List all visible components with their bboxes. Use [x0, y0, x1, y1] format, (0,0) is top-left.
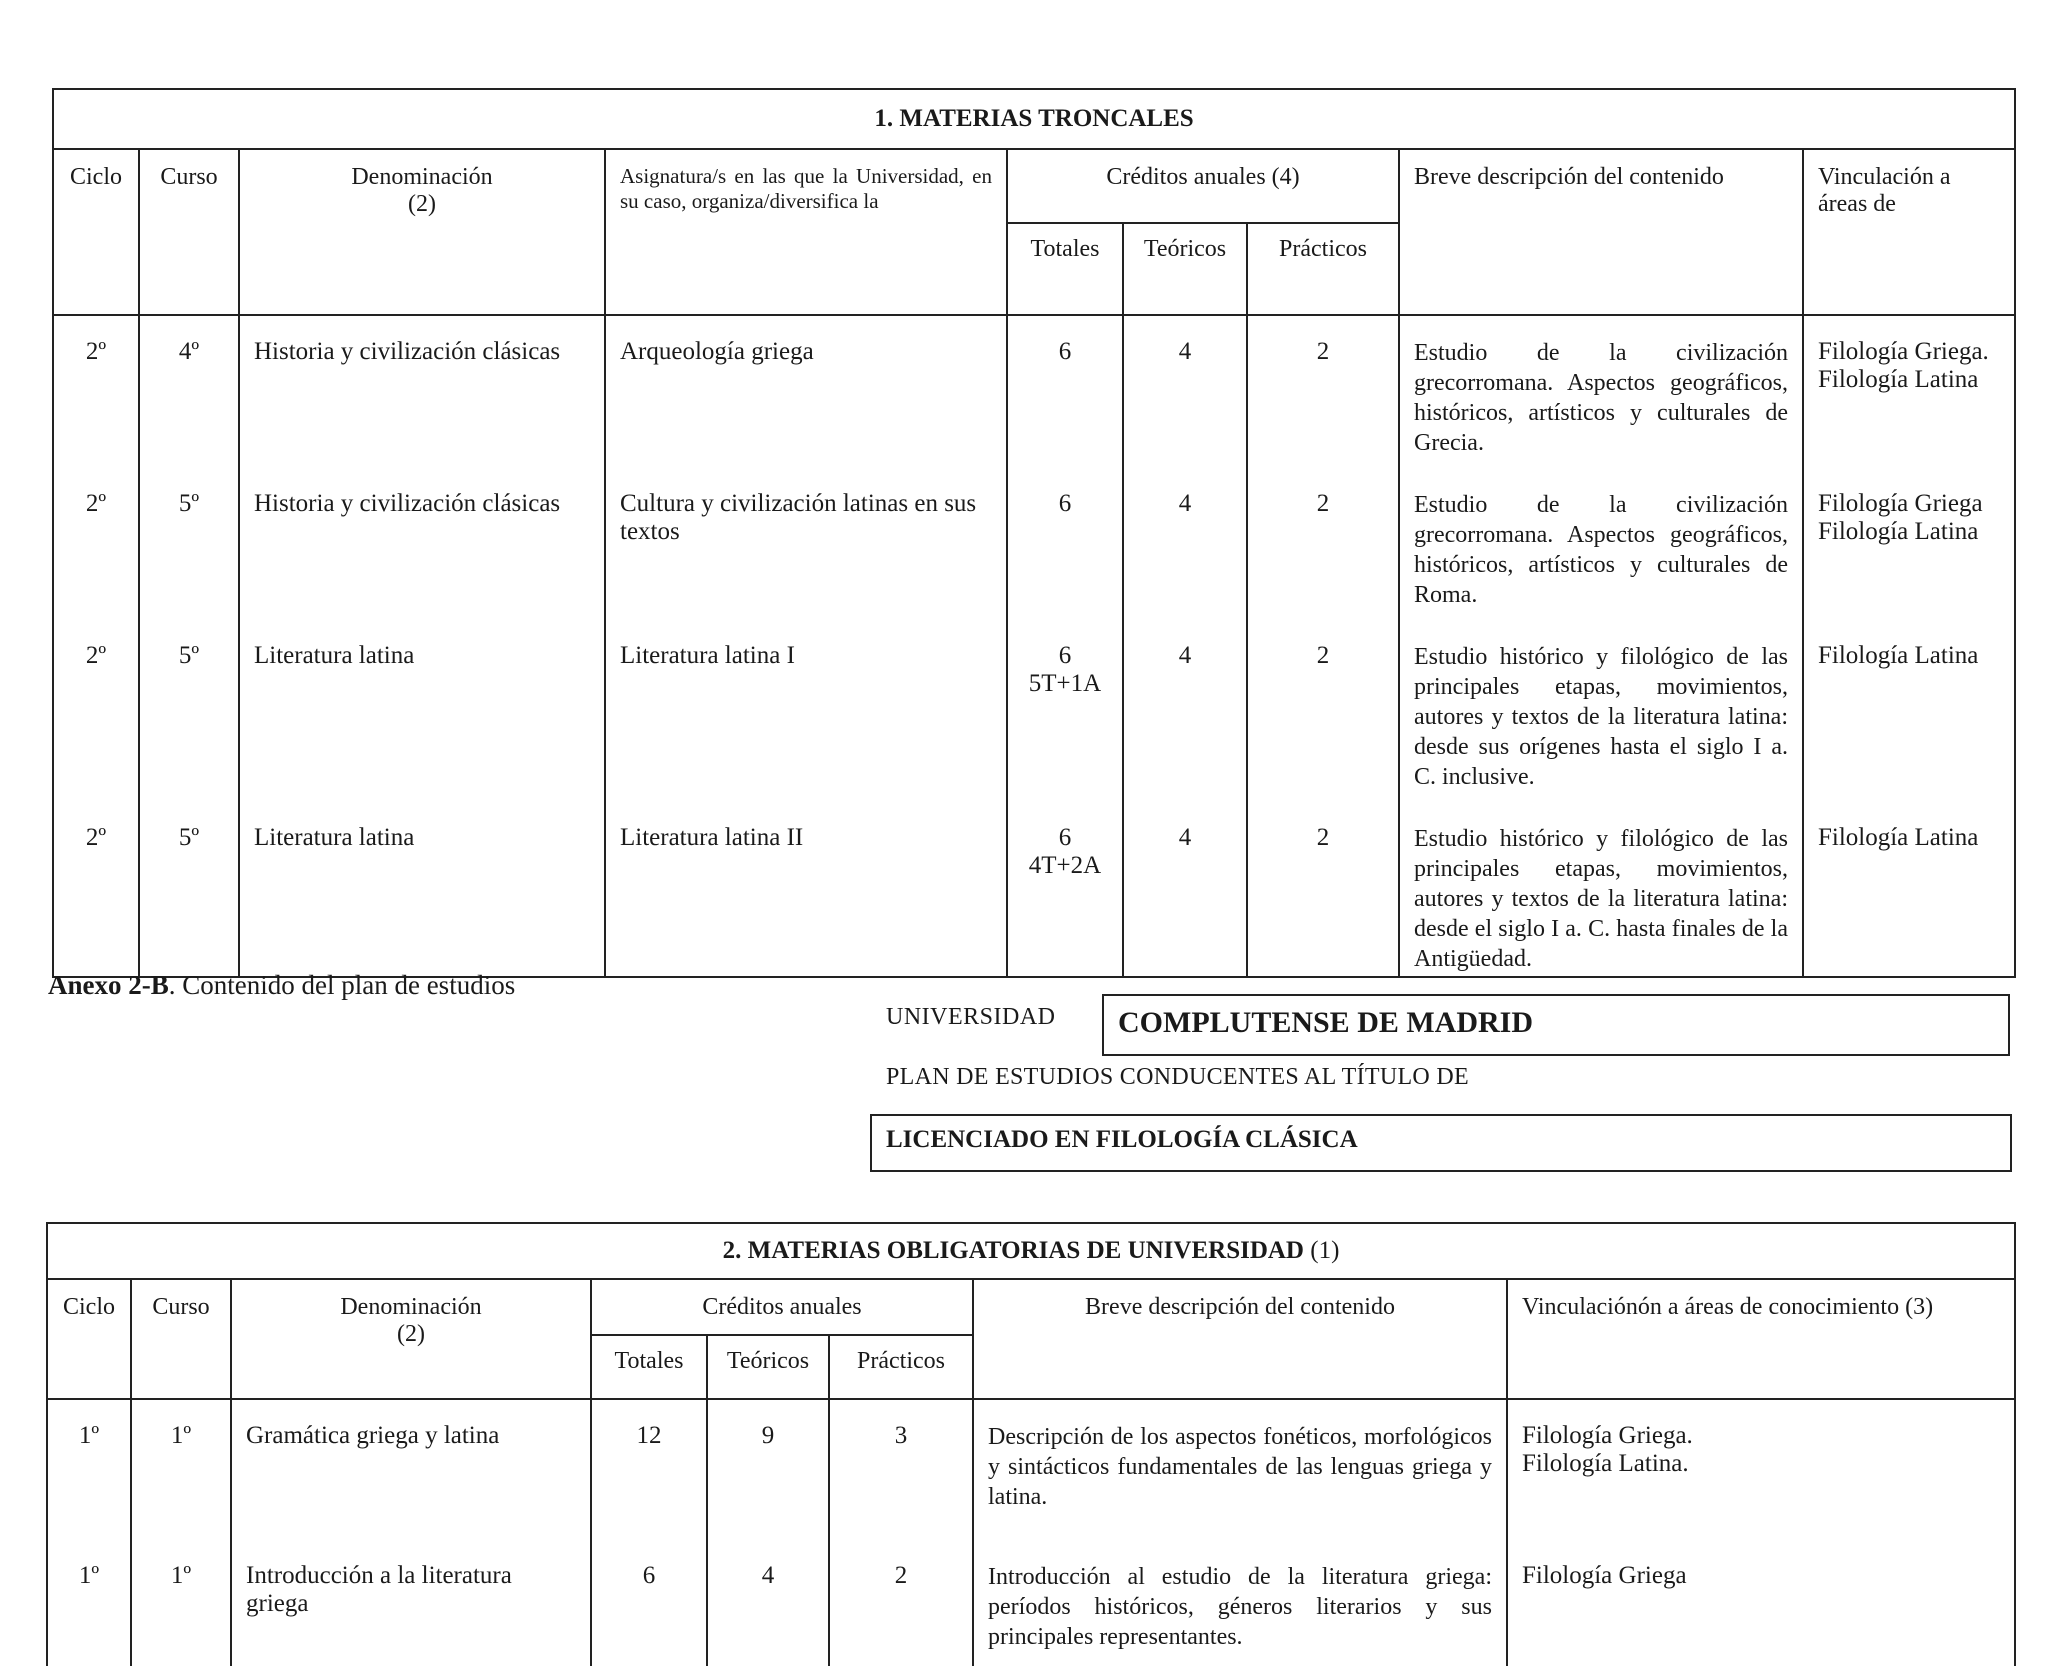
table-row — [53, 468, 2015, 620]
header-denominacion-note: (2) — [408, 191, 436, 217]
header-curso: Curso — [139, 149, 239, 315]
header-denominacion-note: (2) — [397, 1321, 425, 1347]
table-row — [47, 1540, 2015, 1666]
annex-rest: . Contenido del plan de estudios — [168, 970, 516, 1000]
cell-practicos: 2 — [1247, 802, 1399, 977]
cell-denominacion: Gramática griega y latina — [231, 1399, 591, 1540]
header-descripcion: Breve descripción del contenido — [973, 1279, 1507, 1399]
vinculacion-line: Filología Latina. — [1522, 1450, 1689, 1477]
cell-teoricos: 4 — [1123, 802, 1247, 977]
table-row — [53, 315, 2015, 468]
cell-teoricos: 9 — [707, 1399, 829, 1540]
header-practicos: Prácticos — [829, 1335, 973, 1399]
cell-ciclo: 1º — [47, 1540, 131, 1666]
cell-teoricos: 4 — [707, 1540, 829, 1666]
cell-ciclo: 2º — [53, 802, 139, 977]
cell-curso: 1º — [131, 1540, 231, 1666]
cell-vinculacion — [1507, 1399, 2015, 1540]
vinculacion-line: Filología Griega. — [1522, 1422, 1693, 1449]
vinculacion-line: Filología Latina — [1818, 642, 1979, 669]
cell-curso: 5º — [139, 802, 239, 977]
cell-denominacion: Historia y civilización clásicas — [239, 468, 605, 620]
cell-vinculacion — [1803, 468, 2015, 620]
totales-value: 6 — [1058, 338, 1072, 365]
cell-practicos: 2 — [1247, 315, 1399, 468]
header-creditos: Créditos anuales — [591, 1279, 973, 1335]
cell-denominacion: Literatura latina — [239, 802, 605, 977]
annex-bold: Anexo 2-B — [48, 970, 169, 1000]
cell-curso: 4º — [139, 315, 239, 468]
cell-curso: 5º — [139, 468, 239, 620]
cell-asignatura: Literatura latina II — [605, 802, 1007, 977]
cell-vinculacion — [1803, 620, 2015, 802]
annex-heading — [48, 970, 515, 1001]
cell-teoricos: 4 — [1123, 315, 1247, 468]
plan-label: PLAN DE ESTUDIOS CONDUCENTES AL TÍTULO DE — [886, 1064, 1469, 1090]
troncales-title: 1. MATERIAS TRONCALES — [53, 89, 2015, 149]
header-ciclo: Ciclo — [53, 149, 139, 315]
obligatorias-title-note: (1) — [1310, 1237, 1340, 1264]
cell-practicos: 2 — [829, 1540, 973, 1666]
titulo-name: LICENCIADO EN FILOLOGÍA CLÁSICA — [886, 1126, 1358, 1153]
cell-teoricos: 4 — [1123, 620, 1247, 802]
table-row — [47, 1399, 2015, 1540]
header-totales: Totales — [1007, 223, 1123, 315]
cell-ciclo: 2º — [53, 620, 139, 802]
cell-totales — [1007, 315, 1123, 468]
totales-value: 6 — [1058, 642, 1072, 669]
cell-descripcion: Estudio histórico y filológico de las principales etapas, movimientos, autores y textos de la literatura latina: desde sus orígenes hasta el siglo I a. C. inclusive. — [1399, 620, 1803, 802]
cell-denominacion: Historia y civilización clásicas — [239, 315, 605, 468]
cell-denominacion: Literatura latina — [239, 620, 605, 802]
header-practicos: Prácticos — [1247, 223, 1399, 315]
totales-value: 6 — [1058, 490, 1072, 517]
universidad-name: COMPLUTENSE DE MADRID — [1118, 1006, 1534, 1039]
cell-asignatura: Cultura y civilización latinas en sus textos — [605, 468, 1007, 620]
cell-asignatura: Literatura latina I — [605, 620, 1007, 802]
header-denominacion — [239, 149, 605, 315]
vinculacion-line: Filología Latina — [1818, 518, 1979, 545]
header-curso: Curso — [131, 1279, 231, 1399]
header-teoricos: Teóricos — [707, 1335, 829, 1399]
cell-vinculacion — [1507, 1540, 2015, 1666]
cell-descripcion: Estudio histórico y filológico de las principales etapas, movimientos, autores y textos de la literatura latina: desde el siglo I a. C. hasta finales de la Antigüedad. — [1399, 802, 1803, 977]
obligatorias-table — [46, 1222, 2016, 1666]
vinculacion-line: Filología Griega — [1522, 1562, 1687, 1589]
table-row — [53, 620, 2015, 802]
header-vinculacion: Vinculación a áreas de — [1803, 149, 2015, 315]
totales-value: 6 — [1058, 824, 1072, 851]
cell-totales — [1007, 620, 1123, 802]
vinculacion-line: Filología Griega. — [1818, 338, 1989, 365]
table-row — [53, 802, 2015, 977]
cell-descripcion: Introducción al estudio de la literatura griega: períodos históricos, géneros literarios y sus principales representantes. — [973, 1540, 1507, 1666]
header-denominacion — [231, 1279, 591, 1399]
header-descripcion: Breve descripción del contenido — [1399, 149, 1803, 315]
header-teoricos: Teóricos — [1123, 223, 1247, 315]
header-totales: Totales — [591, 1335, 707, 1399]
universidad-label: UNIVERSIDAD — [886, 1004, 1056, 1030]
cell-practicos: 3 — [829, 1399, 973, 1540]
header-vinculacion: Vinculaciónón a áreas de conocimiento (3) — [1507, 1279, 2015, 1399]
header-ciclo: Ciclo — [47, 1279, 131, 1399]
totales-extra: 4T+2A — [1028, 852, 1102, 879]
cell-practicos: 2 — [1247, 620, 1399, 802]
cell-teoricos: 4 — [1123, 468, 1247, 620]
header-denominacion-label: Denominación — [340, 1294, 482, 1320]
cell-ciclo: 2º — [53, 468, 139, 620]
vinculacion-line: Filología Latina — [1818, 366, 1979, 393]
vinculacion-line: Filología Latina — [1818, 824, 1979, 851]
cell-vinculacion — [1803, 315, 2015, 468]
cell-practicos: 2 — [1247, 468, 1399, 620]
header-denominacion-label: Denominación — [351, 164, 493, 190]
obligatorias-title-text: 2. MATERIAS OBLIGATORIAS DE UNIVERSIDAD — [722, 1237, 1304, 1264]
obligatorias-title — [47, 1223, 2015, 1279]
cell-ciclo: 1º — [47, 1399, 131, 1540]
cell-ciclo: 2º — [53, 315, 139, 468]
cell-vinculacion — [1803, 802, 2015, 977]
cell-descripcion: Estudio de la civilización grecorromana. Aspectos geográficos, históricos, artísticos y culturales de Grecia. — [1399, 315, 1803, 468]
cell-totales — [1007, 802, 1123, 977]
cell-curso: 1º — [131, 1399, 231, 1540]
cell-totales — [1007, 468, 1123, 620]
cell-asignatura: Arqueología griega — [605, 315, 1007, 468]
cell-descripcion: Descripción de los aspectos fonéticos, morfológicos y sintácticos fundamentales de las lenguas griega y latina. — [973, 1399, 1507, 1540]
cell-descripcion: Estudio de la civilización grecorromana. Aspectos geográficos, históricos, artísticos y culturales de Roma. — [1399, 468, 1803, 620]
cell-denominacion: Introducción a la literatura griega — [231, 1540, 591, 1666]
troncales-table — [52, 88, 2016, 978]
cell-curso: 5º — [139, 620, 239, 802]
cell-totales: 6 — [591, 1540, 707, 1666]
cell-totales: 12 — [591, 1399, 707, 1540]
totales-extra: 5T+1A — [1028, 670, 1102, 697]
header-creditos: Créditos anuales (4) — [1007, 149, 1399, 223]
vinculacion-line: Filología Griega — [1818, 490, 1983, 517]
header-asignatura: Asignatura/s en las que la Universidad, en su caso, organiza/diversifica la — [605, 149, 1007, 315]
